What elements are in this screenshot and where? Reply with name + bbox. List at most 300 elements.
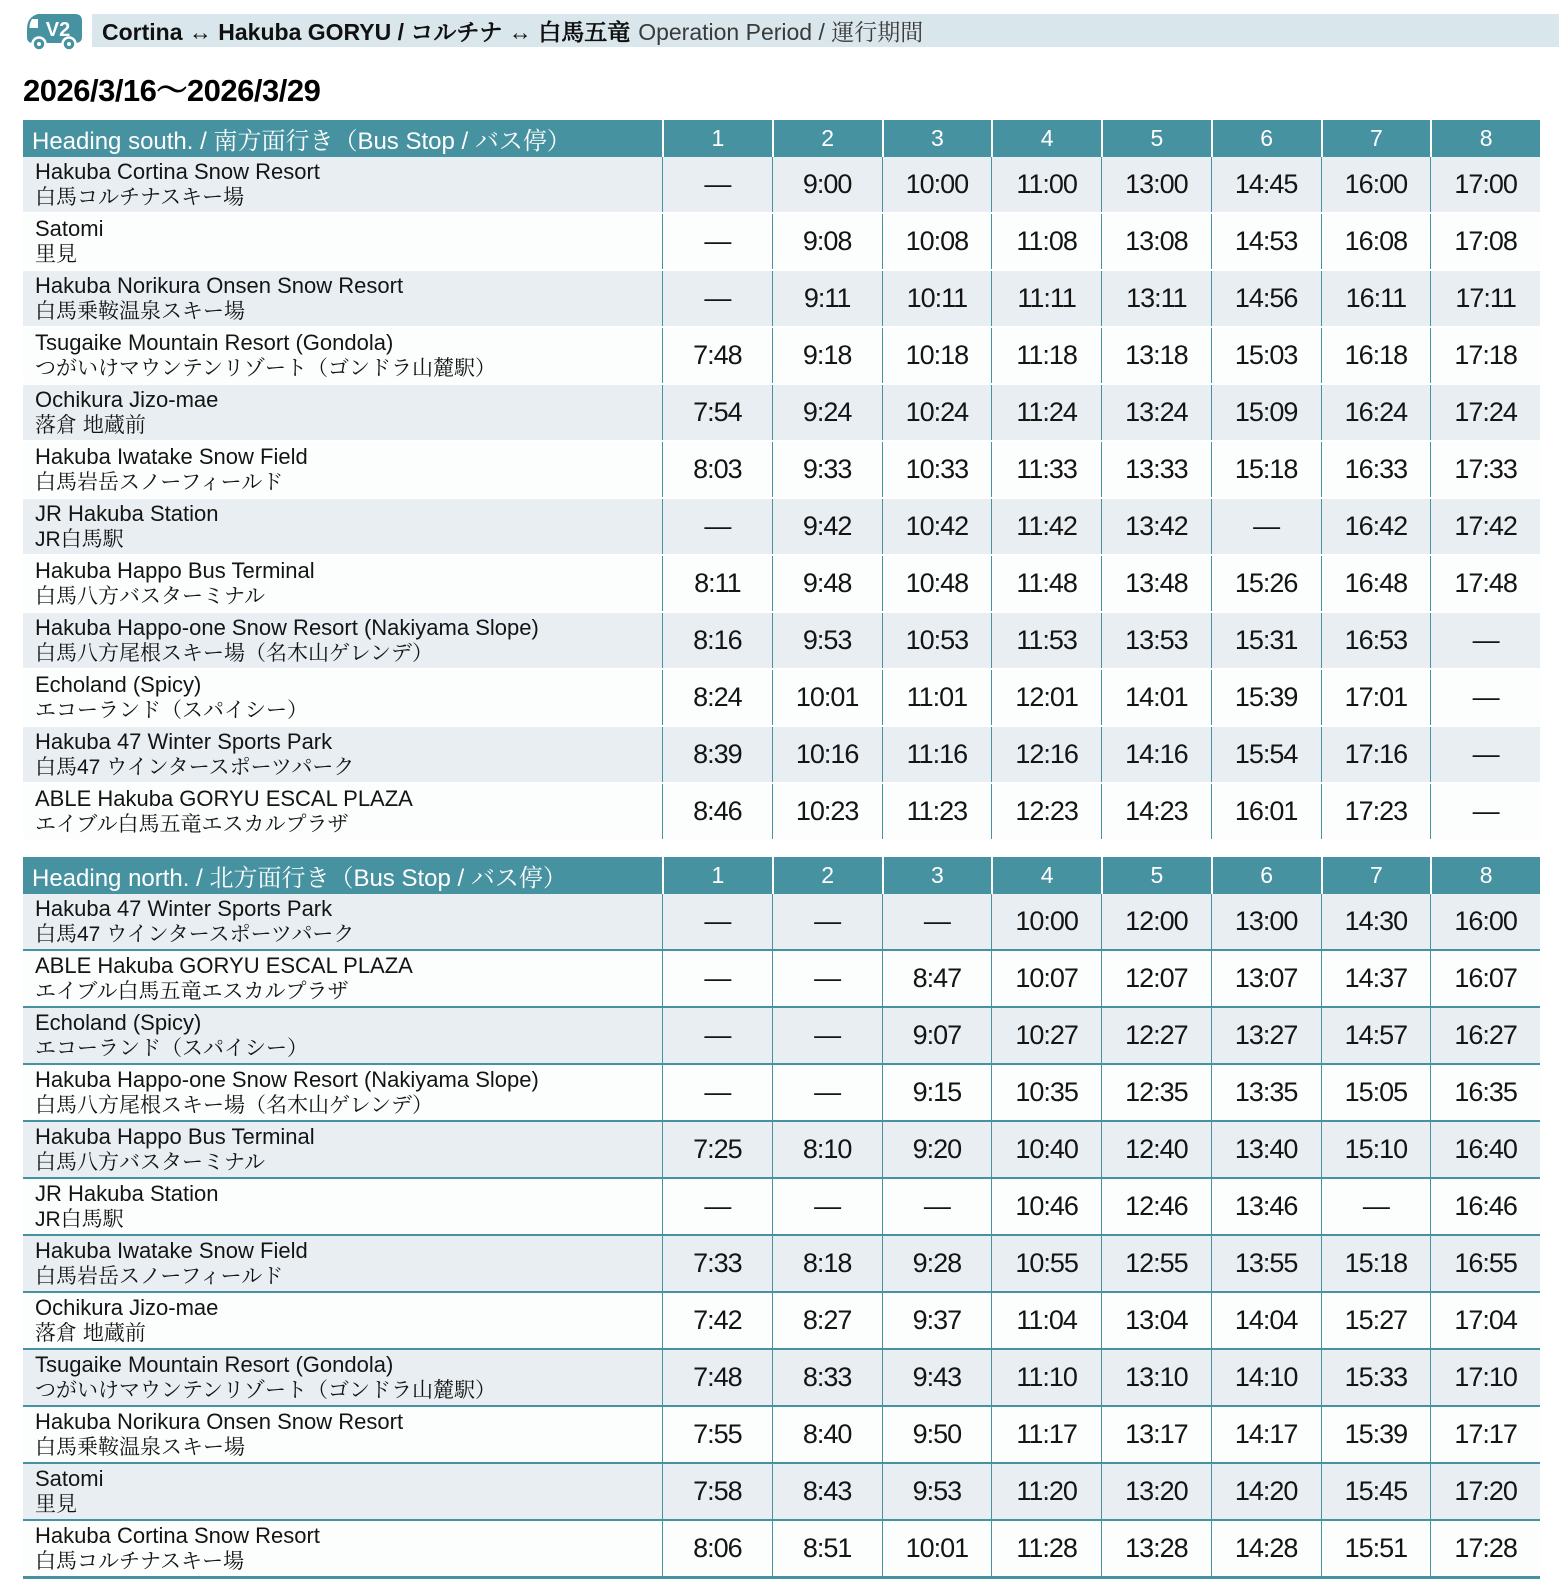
bus-stop-name-ja: エコーランド（スパイシー）	[35, 1037, 308, 1060]
time-cell: 7:33	[662, 1236, 772, 1291]
time-cell: 12:46	[1101, 1179, 1211, 1234]
time-cell: 17:01	[1321, 670, 1431, 725]
time-cell: —	[1211, 499, 1321, 554]
time-cell: 14:53	[1211, 214, 1321, 269]
bus-stop-name-ja: JR白馬駅	[35, 1208, 124, 1231]
bus-stop-name-en: Hakuba Iwatake Snow Field	[35, 1238, 308, 1263]
time-cell: 10:27	[991, 1008, 1101, 1063]
time-cell: 15:18	[1211, 442, 1321, 497]
time-cell: 12:07	[1101, 951, 1211, 1006]
bus-stop-name	[23, 1464, 662, 1519]
time-cell: 16:33	[1321, 442, 1431, 497]
time-cell: 8:03	[662, 442, 772, 497]
bus-stop-name-ja: 白馬八方尾根スキー場（名木山ゲレンデ）	[35, 642, 434, 665]
time-cell: 9:50	[882, 1407, 992, 1462]
column-number: 3	[882, 120, 992, 157]
bus-stop-name-ja: 白馬乗鞍温泉スキー場	[35, 300, 245, 323]
bus-stop-name	[23, 727, 662, 782]
time-cell: 13:28	[1101, 1521, 1211, 1576]
time-cell: 10:00	[882, 157, 992, 212]
bus-stop-name-en: Hakuba Norikura Onsen Snow Resort	[35, 1409, 404, 1434]
time-cell: 10:23	[772, 784, 882, 839]
time-cell: 7:54	[662, 385, 772, 440]
table-row	[23, 326, 1540, 383]
table-row	[23, 668, 1540, 725]
table-row	[23, 554, 1540, 611]
bus-stop-name-en: Tsugaike Mountain Resort (Gondola)	[35, 1352, 394, 1377]
time-cell: 11:28	[991, 1521, 1101, 1576]
time-cell: 10:01	[772, 670, 882, 725]
time-cell: 11:24	[991, 385, 1101, 440]
column-number: 8	[1430, 857, 1540, 894]
time-cell: —	[772, 951, 882, 1006]
time-cell: 13:00	[1211, 894, 1321, 949]
bus-stop-name-ja: 白馬47 ウインタースポーツパーク	[35, 923, 355, 946]
time-cell: 10:48	[882, 556, 992, 611]
time-cell: 11:20	[991, 1464, 1101, 1519]
table-row	[23, 212, 1540, 269]
time-cell: 16:11	[1321, 271, 1431, 326]
bus-stop-name-en: Hakuba Cortina Snow Resort	[35, 1523, 320, 1548]
time-cell: 17:28	[1430, 1521, 1540, 1576]
time-cell: 11:33	[991, 442, 1101, 497]
bus-stop-name-en: Hakuba Cortina Snow Resort	[35, 159, 320, 184]
time-cell: 17:10	[1430, 1350, 1540, 1405]
time-cell: 12:23	[991, 784, 1101, 839]
time-cell: 16:27	[1430, 1008, 1540, 1063]
time-cell: 15:18	[1321, 1236, 1431, 1291]
table-row	[23, 269, 1540, 326]
time-cell: 13:08	[1101, 214, 1211, 269]
time-cell: —	[662, 951, 772, 1006]
bus-stop-name-ja: つがいけマウンテンリゾート（ゴンドラ山麓駅）	[35, 357, 496, 380]
time-cell: 13:17	[1101, 1407, 1211, 1462]
bus-stop-name	[23, 385, 662, 440]
bus-stop-name-en: JR Hakuba Station	[35, 501, 219, 526]
bus-stop-name-en: JR Hakuba Station	[35, 1181, 219, 1206]
time-cell: 11:42	[991, 499, 1101, 554]
table-heading: Heading south. / 南方面行き（Bus Stop / バス停）	[32, 128, 571, 155]
time-cell: —	[772, 1008, 882, 1063]
bus-icon	[23, 12, 87, 54]
bus-stop-name	[23, 1179, 662, 1234]
time-cell: 13:04	[1101, 1293, 1211, 1348]
time-cell: 15:10	[1321, 1122, 1431, 1177]
time-cell: —	[662, 214, 772, 269]
time-cell: 11:04	[991, 1293, 1101, 1348]
column-number: 8	[1430, 120, 1540, 157]
bus-stop-name-ja: 白馬乗鞍温泉スキー場	[35, 1436, 245, 1459]
time-cell: 17:18	[1430, 328, 1540, 383]
bus-stop-name-ja: 白馬八方バスターミナル	[35, 1151, 265, 1174]
table-row	[23, 497, 1540, 554]
bus-stop-name-en: Hakuba Iwatake Snow Field	[35, 444, 308, 469]
bus-stop-name-ja: 白馬コルチナスキー場	[35, 1550, 245, 1573]
bus-stop-name	[23, 1407, 662, 1462]
bus-stop-name	[23, 271, 662, 326]
time-cell: 13:24	[1101, 385, 1211, 440]
time-cell: 14:04	[1211, 1293, 1321, 1348]
time-cell: 15:27	[1321, 1293, 1431, 1348]
time-cell: —	[662, 1065, 772, 1120]
time-cell: 9:48	[772, 556, 882, 611]
time-cell: —	[1321, 1179, 1431, 1234]
time-cell: 8:43	[772, 1464, 882, 1519]
time-cell: 8:11	[662, 556, 772, 611]
time-cell: 8:27	[772, 1293, 882, 1348]
time-cell: 17:24	[1430, 385, 1540, 440]
time-cell: 14:37	[1321, 951, 1431, 1006]
time-cell: 11:23	[882, 784, 992, 839]
bus-stop-name	[23, 1350, 662, 1405]
time-cell: 7:25	[662, 1122, 772, 1177]
bus-stop-name	[23, 442, 662, 497]
table-row	[23, 894, 1540, 949]
column-number: 6	[1211, 857, 1321, 894]
time-cell: —	[662, 1179, 772, 1234]
time-cell: 9:15	[882, 1065, 992, 1120]
route-title: Cortina ↔ Hakuba GORYU / コルチナ ↔ 白馬五竜	[102, 19, 631, 45]
time-cell: 16:00	[1430, 894, 1540, 949]
time-cell: 15:54	[1211, 727, 1321, 782]
time-cell: 12:40	[1101, 1122, 1211, 1177]
column-number: 2	[772, 120, 882, 157]
time-cell: 12:55	[1101, 1236, 1211, 1291]
table-heading: Heading north. / 北方面行き（Bus Stop / バス停）	[32, 865, 567, 892]
bus-stop-name-ja: 白馬八方バスターミナル	[35, 585, 265, 608]
time-cell: 13:07	[1211, 951, 1321, 1006]
column-number: 5	[1101, 120, 1211, 157]
time-cell: 16:18	[1321, 328, 1431, 383]
bus-stop-name-ja: 白馬岩岳スノーフィールド	[35, 471, 284, 494]
time-cell: 15:33	[1321, 1350, 1431, 1405]
time-cell: 12:35	[1101, 1065, 1211, 1120]
time-cell: 10:07	[991, 951, 1101, 1006]
time-cell: 14:10	[1211, 1350, 1321, 1405]
bus-stop-name	[23, 328, 662, 383]
time-cell: 14:23	[1101, 784, 1211, 839]
table-row	[23, 1063, 1540, 1120]
table-row	[23, 1006, 1540, 1063]
column-number: 3	[882, 857, 992, 894]
bus-stop-name-ja: エイブル白馬五竜エスカルプラザ	[35, 980, 349, 1003]
time-cell: 13:27	[1211, 1008, 1321, 1063]
time-cell: 9:18	[772, 328, 882, 383]
time-cell: 8:51	[772, 1521, 882, 1576]
time-cell: —	[662, 157, 772, 212]
time-cell: 15:09	[1211, 385, 1321, 440]
time-cell: 16:07	[1430, 951, 1540, 1006]
time-cell: 8:18	[772, 1236, 882, 1291]
time-cell: 16:08	[1321, 214, 1431, 269]
table-row	[23, 1120, 1540, 1177]
time-cell: —	[882, 1179, 992, 1234]
time-cell: 11:16	[882, 727, 992, 782]
time-cell: —	[772, 1065, 882, 1120]
table-row	[23, 1462, 1540, 1519]
time-cell: 9:53	[882, 1464, 992, 1519]
time-cell: 16:48	[1321, 556, 1431, 611]
column-number: 7	[1321, 857, 1431, 894]
time-cell: 16:46	[1430, 1179, 1540, 1234]
time-cell: 12:16	[991, 727, 1101, 782]
column-number: 1	[662, 857, 772, 894]
bus-stop-name	[23, 499, 662, 554]
time-cell: 16:01	[1211, 784, 1321, 839]
bus-stop-name	[23, 670, 662, 725]
time-cell: 9:53	[772, 613, 882, 668]
column-number: 5	[1101, 857, 1211, 894]
column-number: 4	[991, 857, 1101, 894]
time-cell: —	[1430, 670, 1540, 725]
time-cell: 14:30	[1321, 894, 1431, 949]
time-cell: 17:42	[1430, 499, 1540, 554]
time-cell: 8:47	[882, 951, 992, 1006]
table-row	[23, 1405, 1540, 1462]
table-row	[23, 383, 1540, 440]
bus-stop-name	[23, 157, 662, 212]
time-cell: 11:08	[991, 214, 1101, 269]
time-cell: 15:05	[1321, 1065, 1431, 1120]
table-row	[23, 440, 1540, 497]
bus-stop-name	[23, 214, 662, 269]
time-cell: —	[662, 1008, 772, 1063]
time-cell: 10:01	[882, 1521, 992, 1576]
time-cell: —	[1430, 727, 1540, 782]
time-cell: 10:46	[991, 1179, 1101, 1234]
time-cell: 11:18	[991, 328, 1101, 383]
time-cell: 13:48	[1101, 556, 1211, 611]
bus-stop-name-en: Tsugaike Mountain Resort (Gondola)	[35, 330, 394, 355]
time-cell: 10:18	[882, 328, 992, 383]
bus-stop-name-ja: 白馬岩岳スノーフィールド	[35, 1265, 284, 1288]
time-cell: 17:16	[1321, 727, 1431, 782]
bus-stop-name-ja: エイブル白馬五竜エスカルプラザ	[35, 813, 349, 836]
time-cell: 9:42	[772, 499, 882, 554]
time-cell: 15:26	[1211, 556, 1321, 611]
table-row	[23, 1291, 1540, 1348]
operation-date-range: 2026/3/16〜2026/3/29	[23, 73, 321, 108]
bus-stop-name-ja: 落倉 地蔵前	[35, 1322, 146, 1345]
time-cell: 17:33	[1430, 442, 1540, 497]
bus-stop-name-en: Echoland (Spicy)	[35, 672, 202, 697]
time-cell: —	[772, 1179, 882, 1234]
bus-icon-label: V2	[45, 19, 71, 41]
table-row	[23, 949, 1540, 1006]
time-cell: —	[1430, 784, 1540, 839]
table-header-row	[23, 120, 1540, 157]
time-cell: 15:31	[1211, 613, 1321, 668]
time-cell: —	[662, 894, 772, 949]
time-cell: 7:55	[662, 1407, 772, 1462]
time-cell: —	[662, 271, 772, 326]
time-cell: 10:53	[882, 613, 992, 668]
time-cell: 13:40	[1211, 1122, 1321, 1177]
time-cell: 14:20	[1211, 1464, 1321, 1519]
time-cell: 16:24	[1321, 385, 1431, 440]
bus-stop-name	[23, 1293, 662, 1348]
time-cell: 10:40	[991, 1122, 1101, 1177]
timetable-north	[23, 857, 1540, 1579]
time-cell: 15:03	[1211, 328, 1321, 383]
time-cell: 13:53	[1101, 613, 1211, 668]
time-cell: 9:33	[772, 442, 882, 497]
time-cell: 9:37	[882, 1293, 992, 1348]
bus-stop-name-en: Hakuba Happo-one Snow Resort (Nakiyama Slope)	[35, 1067, 539, 1092]
time-cell: 10:55	[991, 1236, 1101, 1291]
time-cell: 8:10	[772, 1122, 882, 1177]
bus-stop-name-en: Satomi	[35, 1466, 104, 1491]
time-cell: 13:46	[1211, 1179, 1321, 1234]
bus-stop-name	[23, 1008, 662, 1063]
time-cell: 14:16	[1101, 727, 1211, 782]
bus-stop-name-en: Satomi	[35, 216, 104, 241]
time-cell: 16:42	[1321, 499, 1431, 554]
time-cell: —	[772, 894, 882, 949]
time-cell: 14:28	[1211, 1521, 1321, 1576]
bus-stop-name-en: Hakuba Happo Bus Terminal	[35, 1124, 315, 1149]
column-number: 6	[1211, 120, 1321, 157]
time-cell: 13:00	[1101, 157, 1211, 212]
time-cell: 14:56	[1211, 271, 1321, 326]
time-cell: —	[1430, 613, 1540, 668]
time-cell: 10:00	[991, 894, 1101, 949]
time-cell: 16:40	[1430, 1122, 1540, 1177]
time-cell: 17:48	[1430, 556, 1540, 611]
bus-stop-name-ja: エコーランド（スパイシー）	[35, 699, 308, 722]
bus-stop-name	[23, 1122, 662, 1177]
bus-stop-name-ja: 落倉 地蔵前	[35, 414, 146, 437]
time-cell: 9:08	[772, 214, 882, 269]
time-cell: 8:39	[662, 727, 772, 782]
time-cell: 9:20	[882, 1122, 992, 1177]
title-bar	[92, 14, 1559, 47]
time-cell: 10:24	[882, 385, 992, 440]
time-cell: 13:42	[1101, 499, 1211, 554]
time-cell: 14:01	[1101, 670, 1211, 725]
bus-stop-name-ja: 里見	[35, 1493, 77, 1516]
operation-period-label: Operation Period / 運行期間	[638, 19, 924, 45]
bus-stop-name	[23, 894, 662, 949]
bus-stop-name-en: Hakuba 47 Winter Sports Park	[35, 896, 333, 921]
time-cell: 17:11	[1430, 271, 1540, 326]
table-row	[23, 725, 1540, 782]
bus-stop-name	[23, 556, 662, 611]
bus-stop-name-en: Echoland (Spicy)	[35, 1010, 202, 1035]
time-cell: 15:51	[1321, 1521, 1431, 1576]
time-cell: 13:20	[1101, 1464, 1211, 1519]
table-row	[23, 157, 1540, 212]
time-cell: 17:20	[1430, 1464, 1540, 1519]
bus-stop-name	[23, 784, 662, 839]
table-header-row	[23, 857, 1540, 894]
column-number: 7	[1321, 120, 1431, 157]
time-cell: 7:48	[662, 1350, 772, 1405]
table-row	[23, 1519, 1540, 1576]
time-cell: —	[882, 894, 992, 949]
time-cell: 15:39	[1321, 1407, 1431, 1462]
time-cell: 15:45	[1321, 1464, 1431, 1519]
time-cell: 9:43	[882, 1350, 992, 1405]
bus-stop-name	[23, 1065, 662, 1120]
time-cell: 8:06	[662, 1521, 772, 1576]
bus-stop-name-ja: つがいけマウンテンリゾート（ゴンドラ山麓駅）	[35, 1379, 496, 1402]
time-cell: 15:39	[1211, 670, 1321, 725]
time-cell: 11:11	[991, 271, 1101, 326]
time-cell: 17:08	[1430, 214, 1540, 269]
time-cell: 10:11	[882, 271, 992, 326]
time-cell: 14:17	[1211, 1407, 1321, 1462]
table-row	[23, 1234, 1540, 1291]
page-header	[23, 12, 1559, 54]
bus-stop-name	[23, 613, 662, 668]
time-cell: 13:33	[1101, 442, 1211, 497]
time-cell: 11:01	[882, 670, 992, 725]
time-cell: 11:00	[991, 157, 1101, 212]
time-cell: 16:55	[1430, 1236, 1540, 1291]
time-cell: 7:42	[662, 1293, 772, 1348]
time-cell: 14:45	[1211, 157, 1321, 212]
time-cell: 16:35	[1430, 1065, 1540, 1120]
time-cell: 11:48	[991, 556, 1101, 611]
time-cell: 9:28	[882, 1236, 992, 1291]
time-cell: 9:07	[882, 1008, 992, 1063]
bus-stop-name-en: ABLE Hakuba GORYU ESCAL PLAZA	[35, 786, 413, 811]
time-cell: 12:01	[991, 670, 1101, 725]
time-cell: 8:40	[772, 1407, 882, 1462]
time-cell: 17:04	[1430, 1293, 1540, 1348]
time-cell: 11:17	[991, 1407, 1101, 1462]
time-cell: 10:08	[882, 214, 992, 269]
bus-stop-name-ja: 白馬47 ウインタースポーツパーク	[35, 756, 355, 779]
timetable-south	[23, 120, 1540, 839]
bus-stop-name-en: Ochikura Jizo-mae	[35, 1295, 219, 1320]
time-cell: 9:24	[772, 385, 882, 440]
time-cell: 13:35	[1211, 1065, 1321, 1120]
column-number: 4	[991, 120, 1101, 157]
bus-stop-name	[23, 1521, 662, 1576]
column-number: 2	[772, 857, 882, 894]
bus-stop-name-en: Ochikura Jizo-mae	[35, 387, 219, 412]
time-cell: 16:00	[1321, 157, 1431, 212]
time-cell: —	[662, 499, 772, 554]
time-cell: 13:18	[1101, 328, 1211, 383]
time-cell: 12:00	[1101, 894, 1211, 949]
bus-stop-name-ja: JR白馬駅	[35, 528, 124, 551]
time-cell: 13:11	[1101, 271, 1211, 326]
table-row	[23, 1348, 1540, 1405]
bus-stop-name-ja: 白馬コルチナスキー場	[35, 186, 245, 209]
bus-stop-name-en: ABLE Hakuba GORYU ESCAL PLAZA	[35, 953, 413, 978]
time-cell: 7:48	[662, 328, 772, 383]
time-cell: 12:27	[1101, 1008, 1211, 1063]
time-cell: 17:23	[1321, 784, 1431, 839]
column-number: 1	[662, 120, 772, 157]
bus-stop-name-en: Hakuba 47 Winter Sports Park	[35, 729, 333, 754]
time-cell: 9:11	[772, 271, 882, 326]
bus-stop-name-en: Hakuba Happo Bus Terminal	[35, 558, 315, 583]
table-row	[23, 782, 1540, 839]
time-cell: 10:35	[991, 1065, 1101, 1120]
table-row	[23, 611, 1540, 668]
bus-stop-name	[23, 1236, 662, 1291]
time-cell: 7:58	[662, 1464, 772, 1519]
time-cell: 9:00	[772, 157, 882, 212]
bus-stop-name-en: Hakuba Happo-one Snow Resort (Nakiyama Slope)	[35, 615, 539, 640]
table-row	[23, 1177, 1540, 1234]
time-cell: 10:42	[882, 499, 992, 554]
time-cell: 11:10	[991, 1350, 1101, 1405]
